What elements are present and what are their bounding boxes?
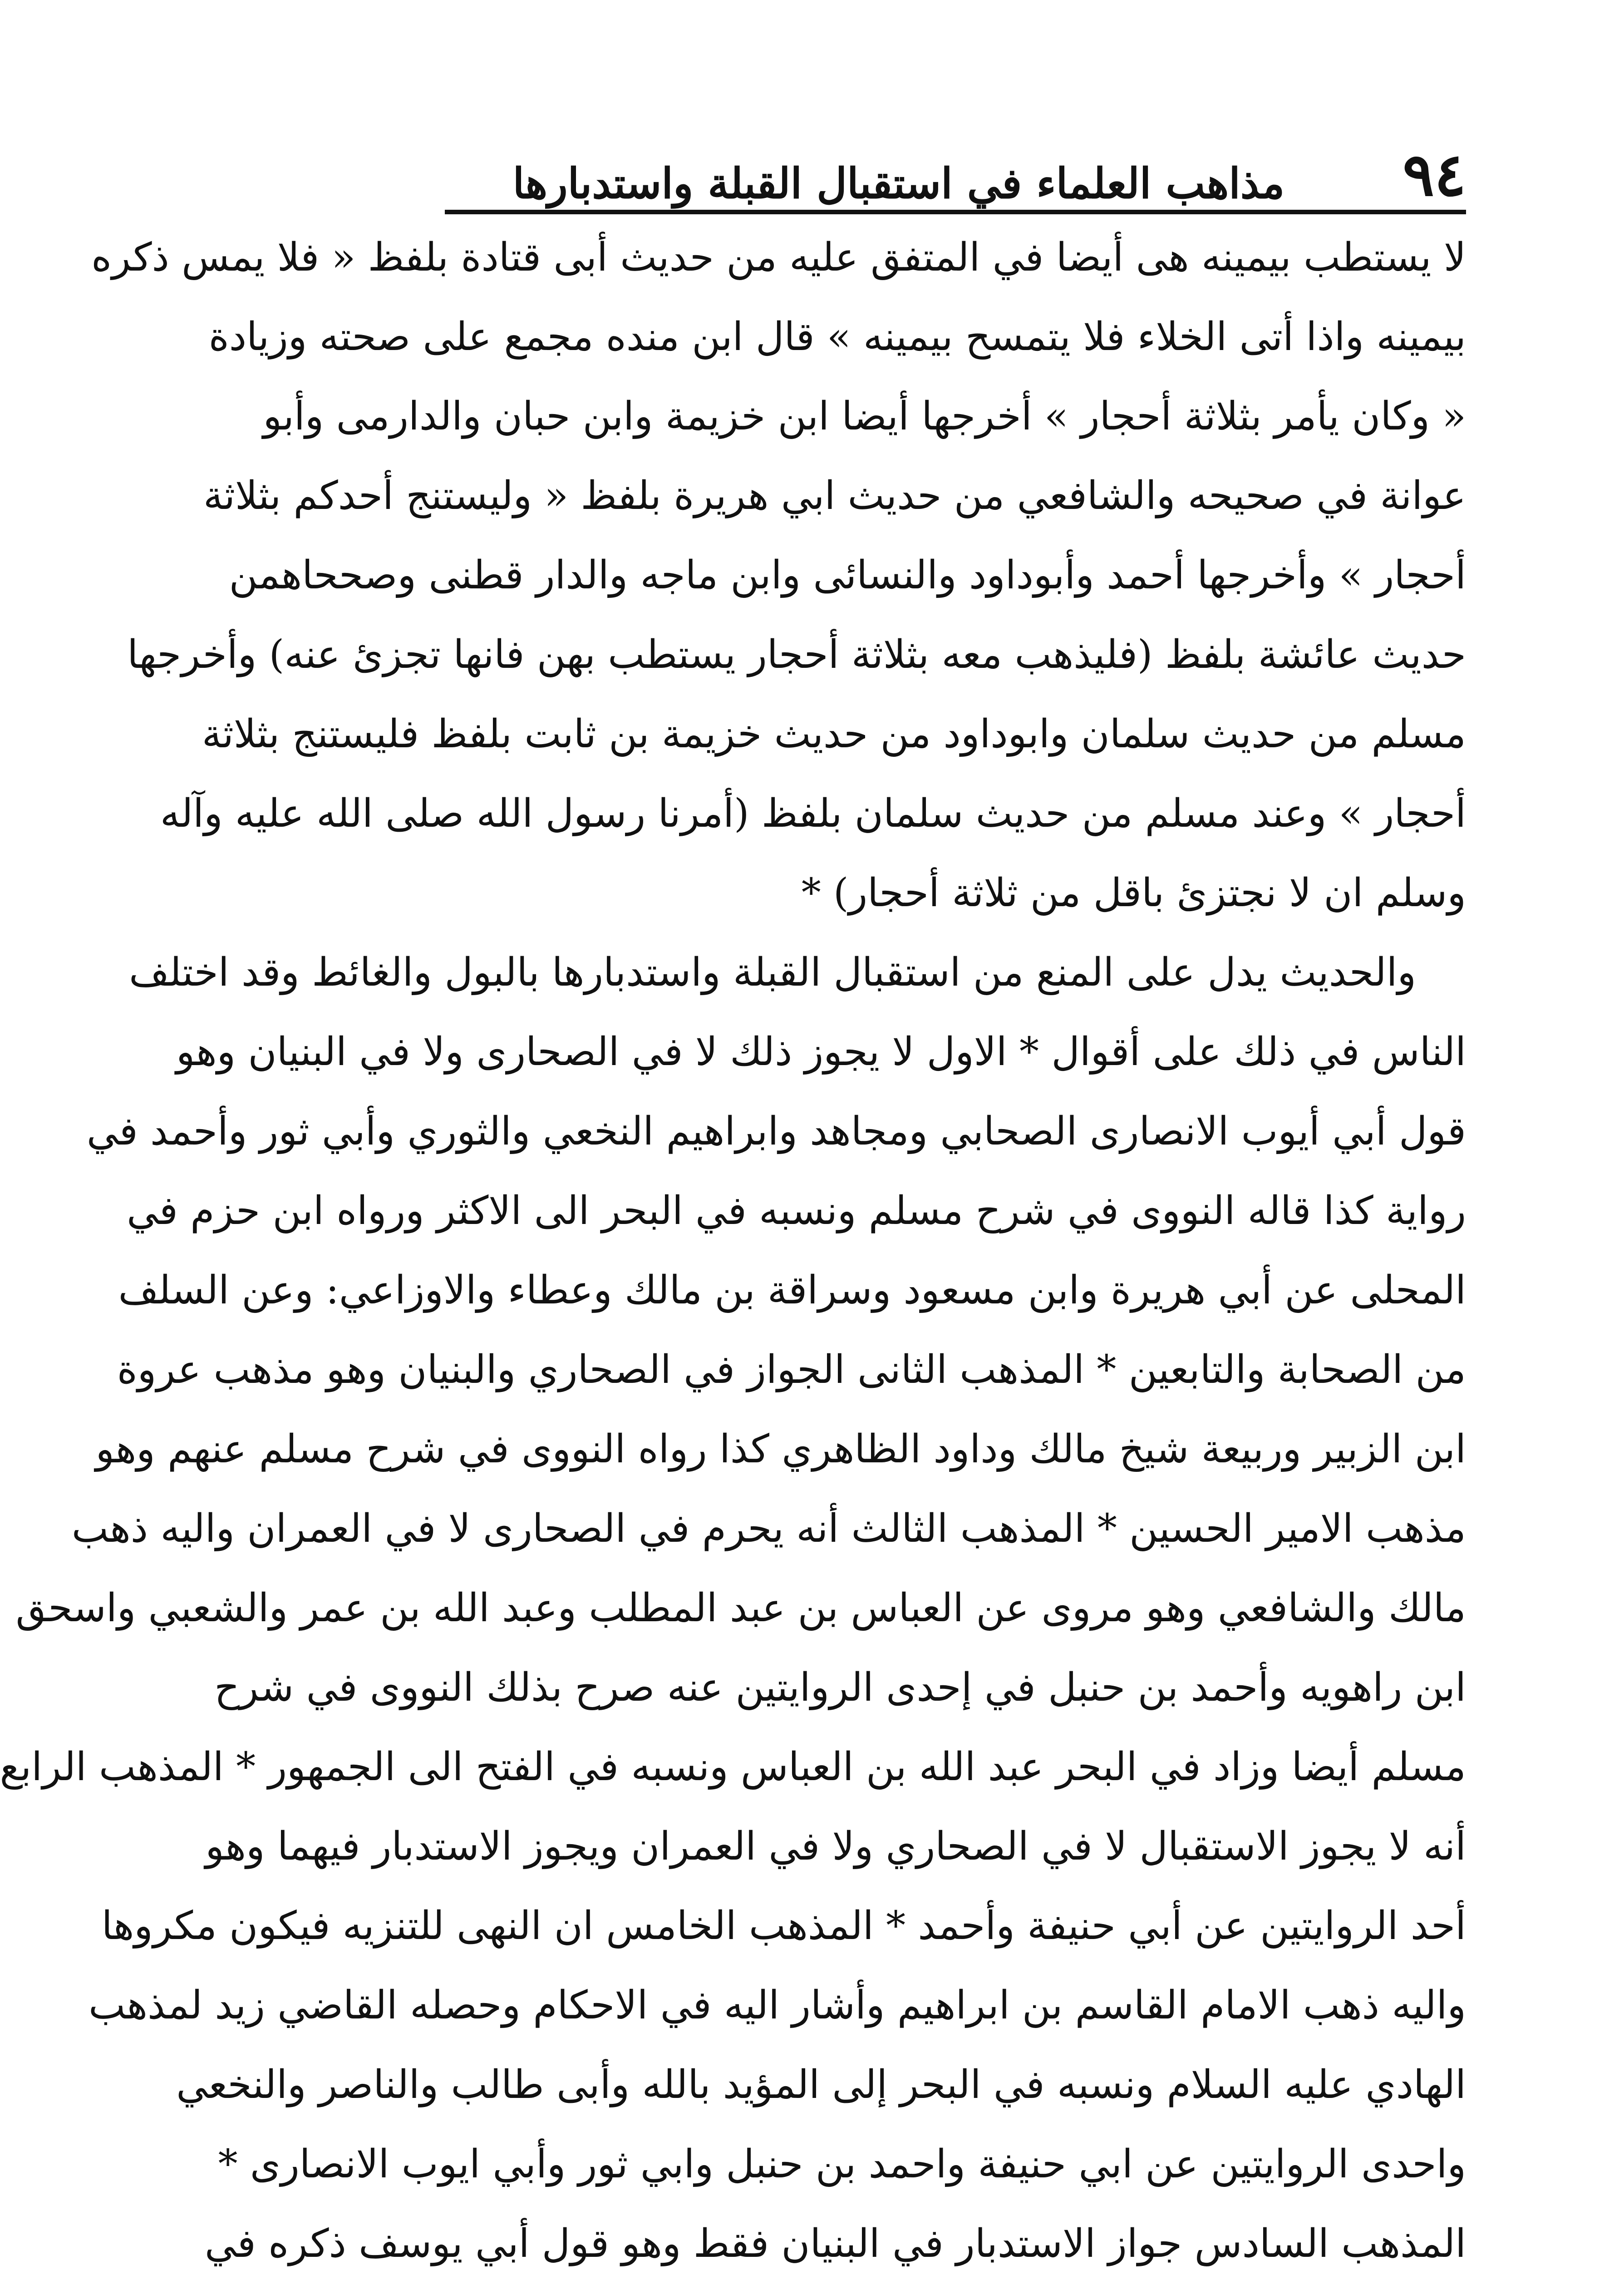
text-line: أحد الروايتين عن أبي حنيفة وأحمد * المذهب الخامس ان النهى للتنزيه فيكون مكروها	[101, 1903, 1466, 1949]
text-line: مالك والشافعي وهو مروى عن العباس بن عبد المطلب وعبد الله بن عمر والشعبي واسحق	[15, 1585, 1466, 1631]
text-line: قول أبي أيوب الانصارى الصحابي ومجاهد وابراهيم النخعي والثوري وأبي ثور وأحمد في	[86, 1109, 1466, 1154]
text-line: ابن الزبير وربيعة شيخ مالك وداود الظاهري كذا رواه النووى في شرح مسلم عنهم وهو	[95, 1426, 1466, 1472]
text-line: « وكان يأمر بثلاثة أحجار » أخرجها أيضا ابن خزيمة وابن حبان والدارمى وأبو	[263, 394, 1466, 439]
text-line: المذهب السادس جواز الاستدبار في البنيان فقط وهو قول أبي يوسف ذكره في	[204, 2221, 1466, 2266]
text-line: الهادي عليه السلام ونسبه في البحر إلى المؤيد بالله وأبى طالب والناصر والنخعي	[176, 2062, 1466, 2107]
header-rule	[445, 210, 1466, 214]
text-line: مسلم من حديث سلمان وابوداود من حديث خزيمة بن ثابت بلفظ فليستنج بثلاثة	[202, 711, 1466, 757]
text-line: الناس في ذلك على أقوال * الاول لا يجوز ذلك لا في الصحارى ولا في البنيان وهو	[176, 1029, 1466, 1075]
text-line: وسلم ان لا نجتزئ باقل من ثلاثة أحجار) *	[801, 870, 1466, 916]
text-line: مذهب الامير الحسين * المذهب الثالث أنه يحرم في الصحارى لا في العمران واليه ذهب	[71, 1506, 1466, 1551]
text-line: واليه ذهب الامام القاسم بن ابراهيم وأشار اليه في الاحكام وحصله القاضي زيد لمذهب	[89, 1983, 1466, 2028]
text-line: أحجار » وأخرجها أحمد وأبوداود والنسائى وابن ماجه والدار قطنى وصححاهمن	[229, 553, 1466, 598]
text-line: مسلم أيضا وزاد في البحر عبد الله بن العباس ونسبه في الفتح الى الجمهور * المذهب الرابع	[0, 1744, 1466, 1790]
text-line: عوانة في صحيحه والشافعي من حديث ابي هريرة بلفظ « وليستنج أحدكم بثلاثة	[203, 473, 1466, 518]
paragraph-1	[91, 218, 1466, 933]
body-text	[0, 218, 1466, 2270]
text-line: حديث عائشة بلفظ (فليذهب معه بثلاثة أحجار يستطب بهن فانها تجزئ عنه) وأخرجها	[127, 632, 1466, 677]
paragraph-2	[0, 933, 1466, 2270]
text-line: أحجار » وعند مسلم من حديث سلمان بلفظ (أمرنا رسول الله صلى الله عليه وآله	[160, 791, 1466, 836]
running-title: مذاهب العلماء في استقبال القبلة واستدبارها	[512, 159, 1285, 208]
text-line: رواية كذا قاله النووى في شرح مسلم ونسبه في البحر الى الاكثر ورواه ابن حزم في	[127, 1188, 1466, 1234]
text-line: ابن راهويه وأحمد بن حنبل في إحدى الروايتين عنه صرح بذلك النووى في شرح	[214, 1665, 1466, 1710]
text-line: لا يستطب بيمينه هى أيضا في المتفق عليه من حديث أبى قتادة بلفظ « فلا يمس ذكره	[91, 235, 1466, 280]
text-line: واحدى الروايتين عن ابي حنيفة واحمد بن حنبل وابي ثور وأبي ايوب الانصارى *	[218, 2142, 1466, 2187]
text-line: أنه لا يجوز الاستقبال لا في الصحاري ولا في العمران ويجوز الاستدبار فيهما وهو	[205, 1824, 1466, 1869]
page-number: ٩٤	[1403, 140, 1466, 209]
text-line: بيمينه واذا أتى الخلاء فلا يتمسح بيمينه » قال ابن منده مجمع على صحته وزيادة	[208, 314, 1466, 360]
page-header	[445, 136, 1466, 209]
text-line: والحديث يدل على المنع من استقبال القبلة واستدبارها بالبول والغائط وقد اختلف	[129, 950, 1416, 995]
text-line: من الصحابة والتابعين * المذهب الثانى الجواز في الصحاري والبنيان وهو مذهب عروة	[117, 1347, 1466, 1392]
text-line: المحلى عن أبي هريرة وابن مسعود وسراقة بن مالك وعطاء والاوزاعي: وعن السلف	[118, 1268, 1466, 1313]
